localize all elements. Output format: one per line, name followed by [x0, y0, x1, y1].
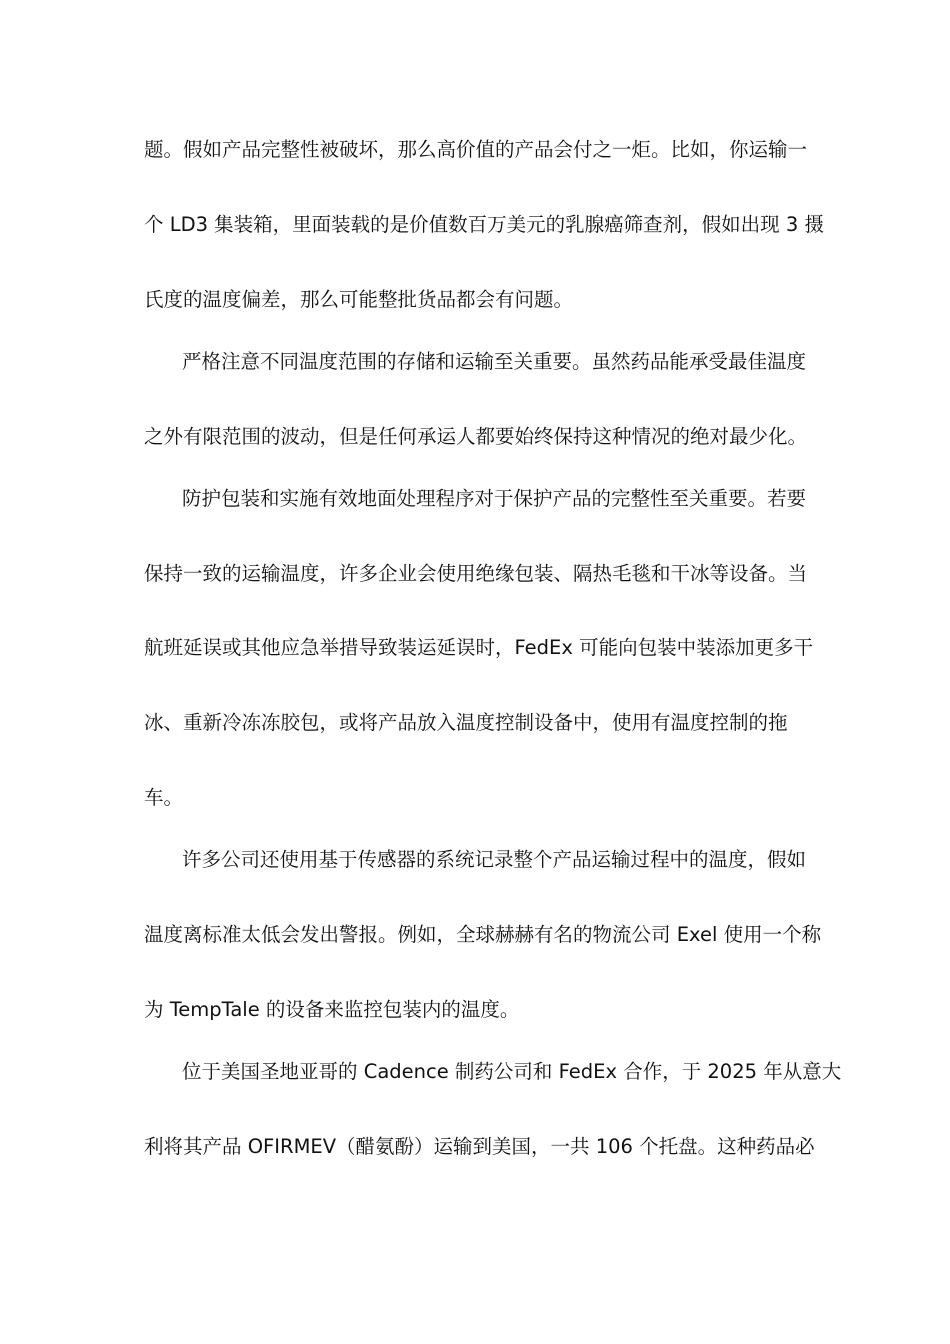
paragraph-first-line: 防护包装和实施有效地面处理程序对于保护产品的完整性至关重要。若要	[182, 487, 807, 510]
text-line: 题。假如产品完整性被破坏，那么高价值的产品会付之一炬。比如，你运输一	[144, 138, 808, 161]
paragraph-first-line: 许多公司还使用基于传感器的系统记录整个产品运输过程中的温度，假如	[182, 848, 807, 871]
text-line: 车。	[144, 786, 184, 809]
text-line: 航班延误或其他应急举措导致装运延误时，FedEx 可能向包装中装添加更多干	[144, 636, 814, 659]
paragraph-first-line: 严格注意不同温度范围的存储和运输至关重要。虽然药品能承受最佳温度	[182, 350, 807, 373]
paragraph-first-line: 位于美国圣地亚哥的 Cadence 制药公司和 FedEx 合作，于 2025 年从意大	[182, 1060, 842, 1083]
text-line: 利将其产品 OFIRMEV（醋氨酚）运输到美国，一共 106 个托盘。这种药品必	[144, 1135, 815, 1158]
text-line: 温度离标准太低会发出警报。例如，全球赫赫有名的物流公司 Exel 使用一个称	[144, 923, 822, 946]
text-line: 氏度的温度偏差，那么可能整批货品都会有问题。	[144, 288, 574, 311]
text-line: 之外有限范围的波动，但是任何承运人都要始终保持这种情况的绝对最少化。	[144, 425, 808, 448]
text-line: 个 LD3 集装箱，里面装载的是价值数百万美元的乳腺癌筛查剂，假如出现 3 摄	[144, 213, 824, 236]
text-line: 为 TempTale 的设备来监控包装内的温度。	[144, 998, 520, 1021]
text-line: 保持一致的运输温度，许多企业会使用绝缘包装、隔热毛毯和干冰等设备。当	[144, 562, 808, 585]
text-line: 冰、重新冷冻冻胶包，或将产品放入温度控制设备中，使用有温度控制的拖	[144, 711, 788, 734]
